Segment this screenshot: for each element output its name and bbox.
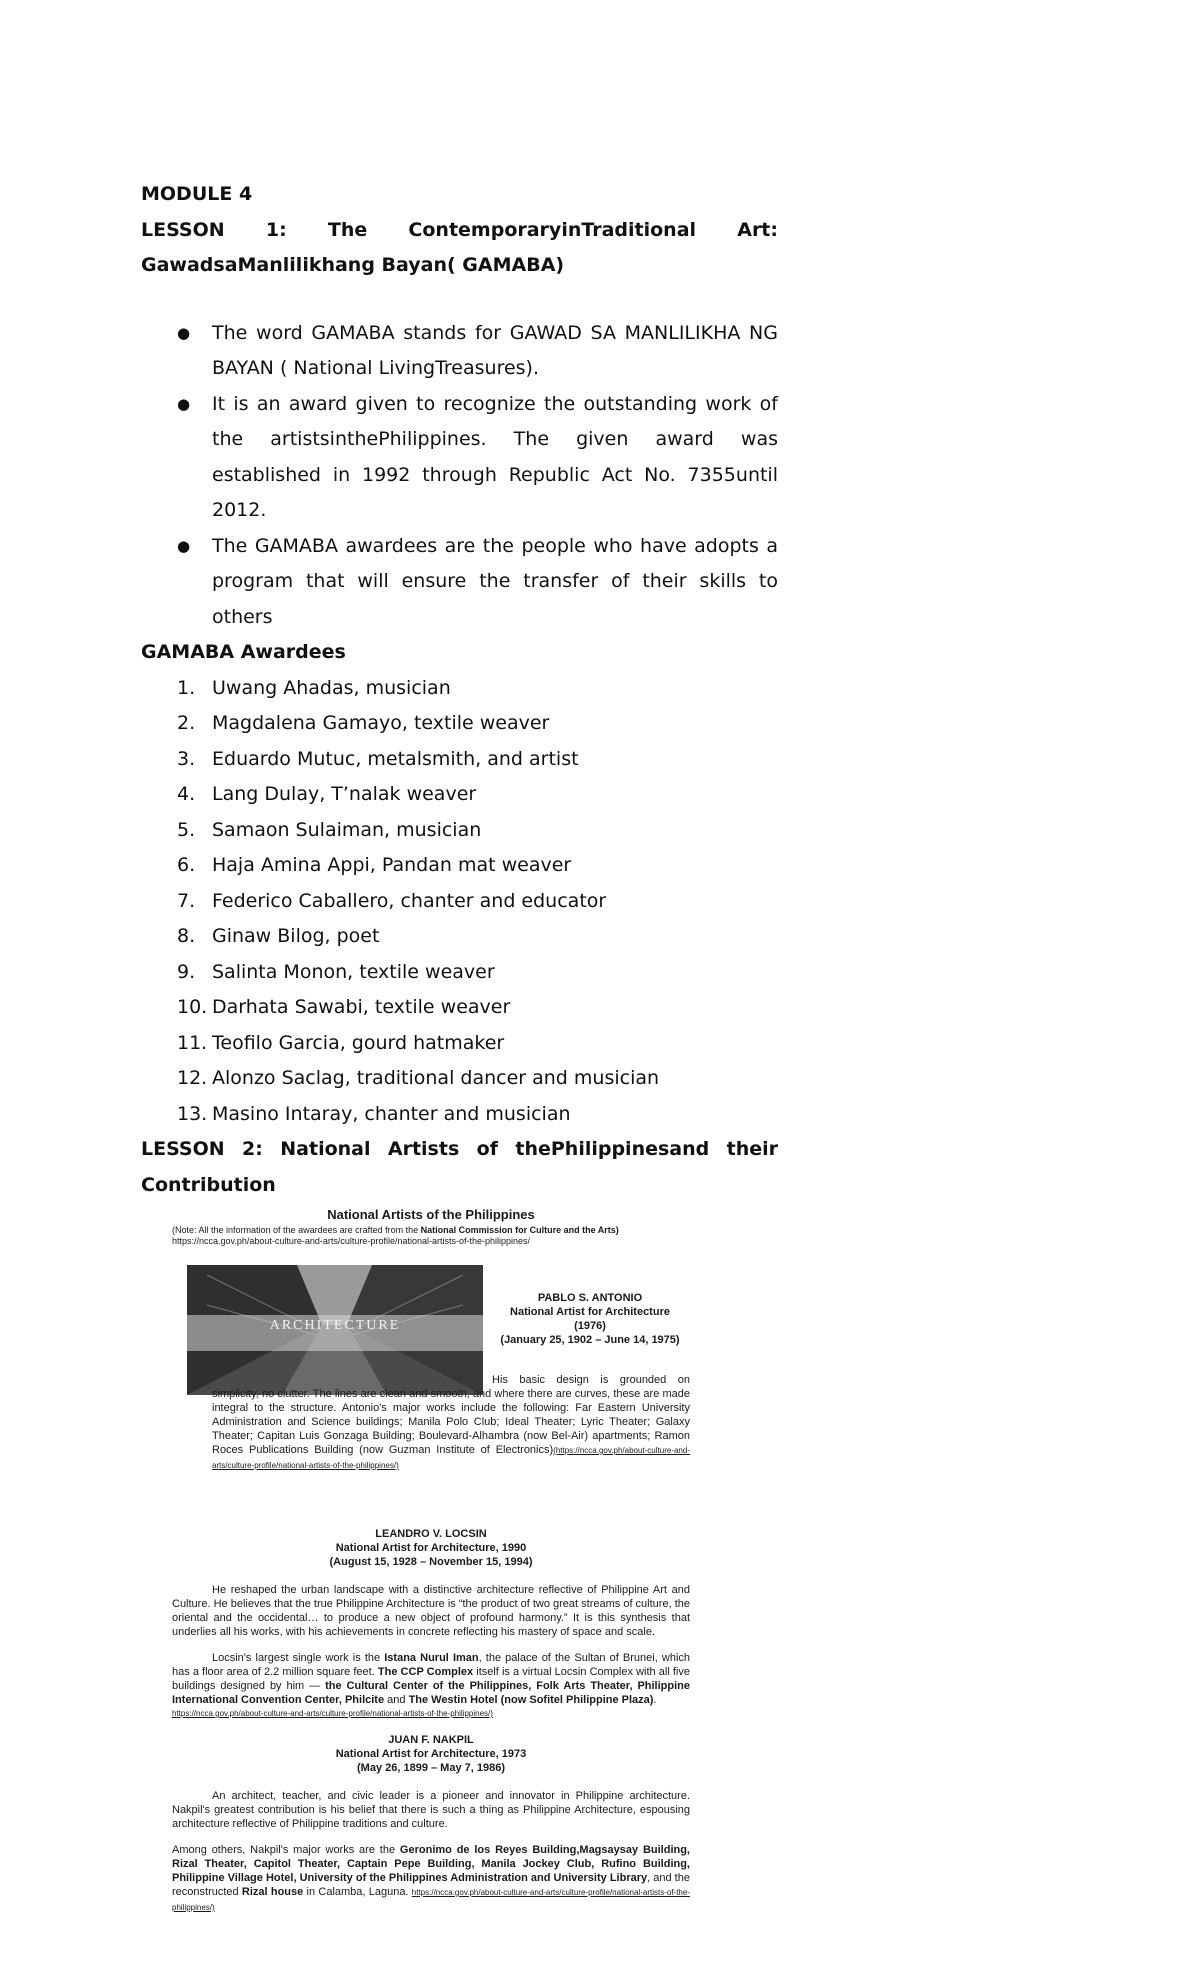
works-bold: Geronimo de los Reyes Building,Magsaysay Building, Rizal Theater, Capitol Theater, Captain Pepe Building, Manila Jockey Club, Rufino Building, Philippine Village Hotel, University of the Philippines Administration and University Library [172,1844,690,1884]
nakpil-block [172,1733,690,1915]
artist-title: National Artist for Architecture [510,1306,670,1318]
national-artists-scan [172,1206,690,1915]
works-text: . [653,1694,657,1706]
list-text: Masino Intaray, chanter and musician [212,1102,571,1125]
list-item [141,884,778,920]
bullet-text: The GAMABA awardees are the people who have adopts a program that will ensure the transfer of their skills to others [212,534,778,628]
list-number: 1. [177,676,196,699]
image-caption: ARCHITECTURE [269,1318,401,1333]
module-heading: MODULE 4 [141,183,253,205]
artist-description: An architect, teacher, and civic leader is a pioneer and innovator in Philippine architecture. Nakpil's greatest contribution is his belief that there is such a thing as Philippine Architecture, espousing architecture reflective of Philippine traditions and culture. [172,1790,690,1830]
list-item [141,990,778,1026]
list-item [141,742,778,778]
list-number: 10. [177,996,208,1018]
list-item [141,1061,778,1097]
list-number: 8. [177,925,196,947]
heading-word: The [327,218,368,241]
list-text: Alonzo Saclag, traditional dancer and musician [212,1067,660,1089]
bullet-item [141,387,778,529]
list-text: Federico Caballero, chanter and educator [212,889,607,912]
heading-word: ContemporaryinTraditional [408,218,697,241]
bullet-item [141,529,778,636]
lesson2-heading-line2: Contribution [141,1173,276,1196]
works-text: , the palace of the Sultan of Brunei, which has a floor area of 2.2 million square feet. [172,1652,691,1678]
source-link[interactable]: (https://ncca.gov.ph/about-culture-and-arts/culture-profile/national-artists-of-the-philippines/) [212,1446,690,1470]
artist-works [172,1651,690,1707]
list-number: 13. [177,1102,208,1125]
works-text: in Calamba, Laguna. [303,1886,412,1898]
works-text: itself is a virtual Locsin Complex with all five buildings designed by him — [172,1666,690,1692]
artist-name: JUAN F. NAKPIL [388,1734,474,1746]
artist-dates: (May 26, 1899 – May 7, 1986) [357,1762,505,1774]
artist-description: He reshaped the urban landscape with a distinctive architecture reflective of Philippine Art and Culture. He believes that the true Philippine Architecture is “the product of two great streams of culture, the oriental and the occidental… to produce a new object of profound harmony.” It is this synthesis that underlies all his works, with his achievements in concrete reflecting his mastery of space and scale. [172,1584,690,1638]
heading-word: thePhilippinesand [515,1138,710,1160]
list-text: Ginaw Bilog, poet [212,925,380,947]
list-number: 4. [177,783,196,805]
works-text: Among others, Nakpil's major works are the [172,1844,400,1856]
artist-dates: (August 15, 1928 – November 15, 1994) [329,1556,533,1568]
heading-word: 2: [242,1138,263,1160]
artist-dates: (January 25, 1902 – June 14, 1975) [500,1334,680,1346]
artist-title: National Artist for Architecture, 1973 [335,1748,527,1760]
list-number: 7. [177,889,196,912]
list-text: Eduardo Mutuc, metalsmith, and artist [212,747,579,770]
list-text: Darhata Sawabi, textile weaver [212,996,511,1018]
list-item [141,955,778,991]
heading-word: 1: [265,218,287,241]
list-text: Uwang Ahadas, musician [212,676,451,699]
note-url: https://ncca.gov.ph/about-culture-and-arts/culture-profile/national-artists-of-the-philippines/ [172,1236,531,1246]
artist-year: (1976) [574,1320,606,1332]
list-number: 12. [177,1067,208,1089]
note-source: National Commission for Culture and the Arts) [420,1225,619,1235]
lesson1-section [141,177,778,1203]
description-text: His basic design is grounded on simplicity, no clutter. The lines are clean and smooth, and where there are curves, these are made integral to the structure. Antonio's major works include the following: Far Eastern University Administration and Science buildings; Manila Polo Club; Ideal Theater; Lyric Theater; Galaxy Theater; Capitan Luis Gonzaga Building; Boulevard-Alhambra (now Bel-Air) apartments; Ramon Roces Publications Building (now Guzman Institute of Electronics) [212,1374,690,1456]
heading-word: National [280,1138,371,1160]
works-bold: Rizal house [241,1886,304,1898]
list-item [141,706,778,742]
awardees-heading: GAMABA Awardees [141,641,346,663]
list-number: 6. [177,854,196,876]
works-bold: Istana Nurul Iman [384,1652,479,1664]
bullet-icon: ● [177,536,191,555]
list-text: Haja Amina Appi, Pandan mat weaver [212,854,572,876]
works-bold: The Westin Hotel (now Sofitel Philippine Plaza) [408,1694,654,1706]
antonio-heading [490,1291,690,1347]
heading-word: their [726,1138,779,1160]
list-item [141,1026,778,1062]
scan-title: National Artists of the Philippines [327,1207,535,1222]
list-text: Samaon Sulaiman, musician [212,818,482,841]
source-link[interactable]: https://ncca.gov.ph/about-culture-and-arts/culture-profile/national-artists-of-the-philippines/) [172,1709,493,1718]
gamaba-bullet-list [141,316,778,636]
awardees-list [141,671,778,1133]
bullet-item [141,316,778,387]
list-number: 9. [177,960,196,983]
list-number: 5. [177,818,196,841]
artist-name: PABLO S. ANTONIO [537,1292,643,1304]
list-item [141,777,778,813]
artist-works [172,1843,690,1915]
works-bold: The CCP Complex [377,1666,474,1678]
bullet-text: The word GAMABA stands for GAWAD SA MANLILIKHA NG BAYAN ( National LivingTreasures). [212,321,778,379]
lesson1-heading-line2: GawadsaManlilikhang Bayan( GAMABA) [141,254,565,276]
list-item [141,813,778,849]
heading-word: LESSON [141,218,225,241]
source-link[interactable]: https://ncca.gov.ph/about-culture-and-arts/culture-profile/national-artists-of-the-philippines/) [172,1888,690,1912]
antonio-body [212,1373,690,1473]
list-text: Lang Dulay, T’nalak weaver [212,783,477,805]
scan-note [172,1225,690,1247]
list-item [141,919,778,955]
bullet-text: It is an award given to recognize the outstanding work of the artistsinthePhilippines. The given award was established in 1992 through Republic Act No. 7355until 2012. [212,392,778,521]
heading-word: Artists [387,1138,460,1160]
list-number: 11. [177,1031,208,1054]
heading-word: of [476,1138,498,1160]
works-text: , and the reconstructed [172,1872,690,1898]
works-text: Locsin's largest single work is the [212,1652,385,1664]
list-text: Salinta Monon, textile weaver [212,960,495,983]
list-item [141,671,778,707]
bullet-icon: ● [177,323,191,342]
list-text: Magdalena Gamayo, textile weaver [212,712,550,734]
works-bold: the Cultural Center of the Philippines, Folk Arts Theater, Philippine International Convention Center, Philcite [172,1680,691,1706]
lesson2-heading-line1 [141,1132,778,1168]
list-item [141,1097,778,1133]
heading-word: Art: [737,218,778,241]
works-text: and [384,1694,409,1706]
list-text: Teofilo Garcia, gourd hatmaker [212,1031,505,1054]
list-number: 2. [177,712,196,734]
heading-word: LESSON [141,1138,225,1160]
bullet-icon: ● [177,394,191,413]
locsin-block [172,1527,690,1721]
artist-description [212,1373,690,1473]
note-text: (Note: All the information of the awardees are crafted from the [172,1225,421,1235]
list-number: 3. [177,747,196,770]
antonio-block [172,1265,690,1527]
lesson1-heading-line1 [141,213,778,249]
artist-title: National Artist for Architecture, 1990 [335,1542,527,1554]
list-item [141,848,778,884]
artist-name: LEANDRO V. LOCSIN [375,1528,487,1540]
